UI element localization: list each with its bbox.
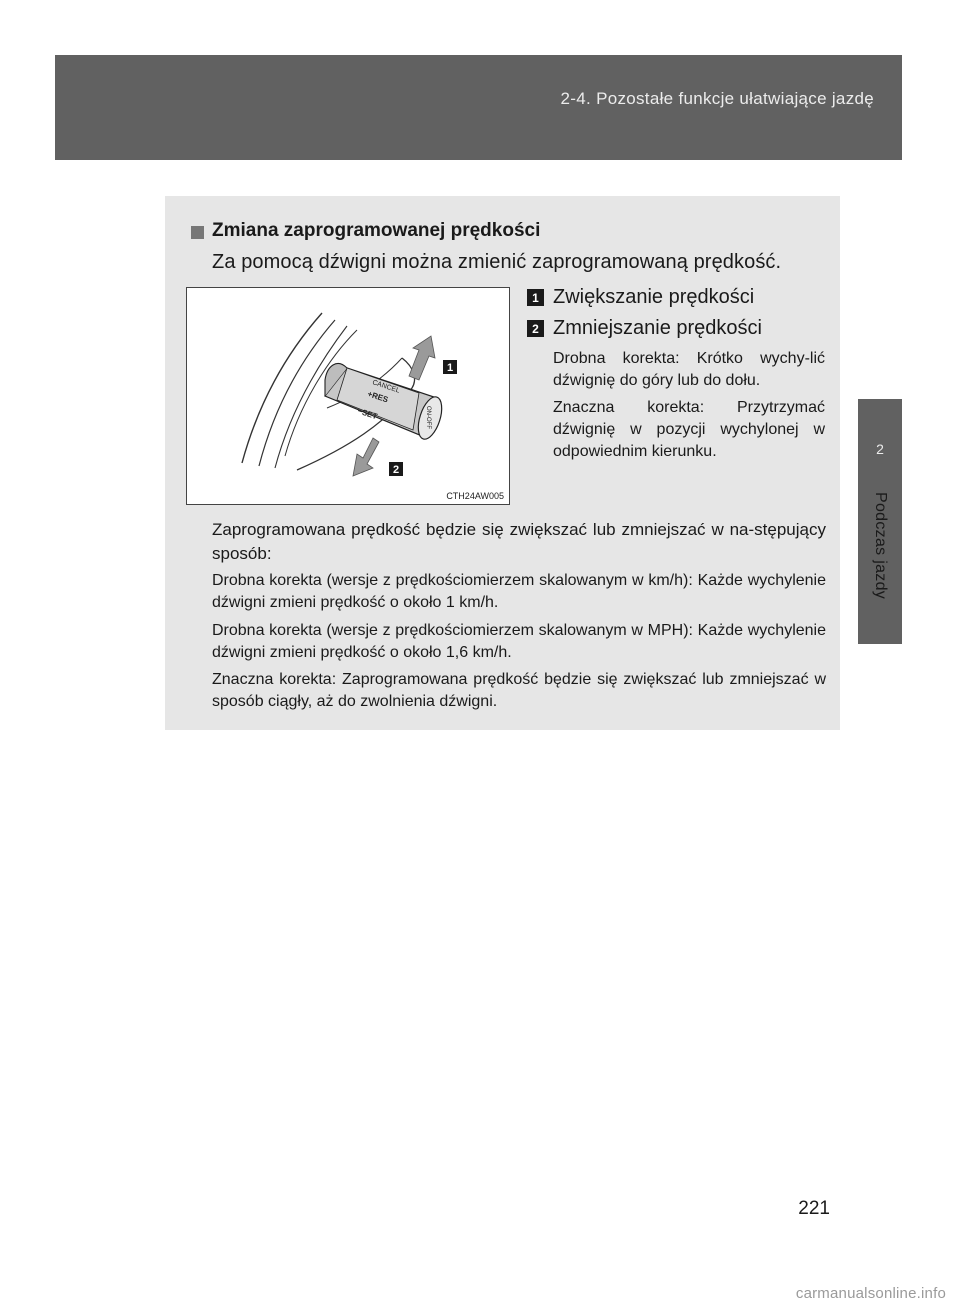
arrow-down-icon [353, 438, 379, 476]
arrow-badge-1-label: 1 [446, 362, 454, 374]
figure-code: CTH24AW005 [446, 491, 504, 501]
item-label-decrease: Zmniejszanie prędkości [553, 317, 762, 339]
arrow-badge-2-label: 2 [392, 464, 400, 476]
lever-illustration [186, 287, 510, 505]
lever-label-set: −SET [356, 406, 379, 422]
note-fine-adjust: Drobna korekta: Krótko wychy-lić dźwignię do góry lub do dołu. [553, 350, 825, 389]
paragraph-intro: Zaprogramowana prędkość będzie się zwiększać lub zmniejszać w na-stępujący sposób: [212, 520, 826, 563]
section-breadcrumb: 2-4. Pozostałe funkcje ułatwiające jazdę [560, 89, 874, 108]
section-heading: Zmiana zaprogramowanej prędkości [212, 220, 541, 241]
section-intro: Za pomocą dźwigni można zmienić zaprogramowaną prędkość. [212, 251, 782, 273]
page-number: 221 [798, 1198, 830, 1219]
square-bullet-icon [191, 226, 204, 239]
paragraph-coarse: Znaczna korekta: Zaprogramowana prędkość będzie się zwiększać lub zmniejszać w sposób ciągły, aż do zwolnienia dźwigni. [212, 671, 826, 710]
paragraph-kmh: Drobna korekta (wersje z prędkościomierzem skalowanym w km/h): Każde wychylenie dźwigni zmieni prędkość o około 1 km/h. [212, 572, 826, 611]
watermark: carmanualsonline.info [795, 1285, 946, 1302]
cruise-lever-drawing [187, 288, 510, 505]
chapter-label: Podczas jazdy [872, 492, 889, 600]
note-coarse-adjust: Znaczna korekta: Przytrzymać dźwignię w pozycji wychylonej w odpowiednim kierunku. [553, 399, 825, 460]
lever-label-cancel: CANCEL [371, 379, 401, 395]
page-header [55, 55, 902, 160]
arrow-up-icon [409, 336, 435, 380]
chapter-number: 2 [876, 441, 884, 457]
paragraph-mph: Drobna korekta (wersje z prędkościomierzem skalowanym w MPH): Każde wychylenie dźwigni zmieni prędkość o około 1,6 km/h. [212, 622, 826, 661]
item-badge-2: 2 [527, 320, 544, 337]
lever-label-res: +RES [366, 389, 390, 405]
item-label-increase: Zwiększanie prędkości [553, 286, 755, 308]
item-badge-1: 1 [527, 289, 544, 306]
lever-label-onoff: ON-OFF [425, 406, 431, 429]
